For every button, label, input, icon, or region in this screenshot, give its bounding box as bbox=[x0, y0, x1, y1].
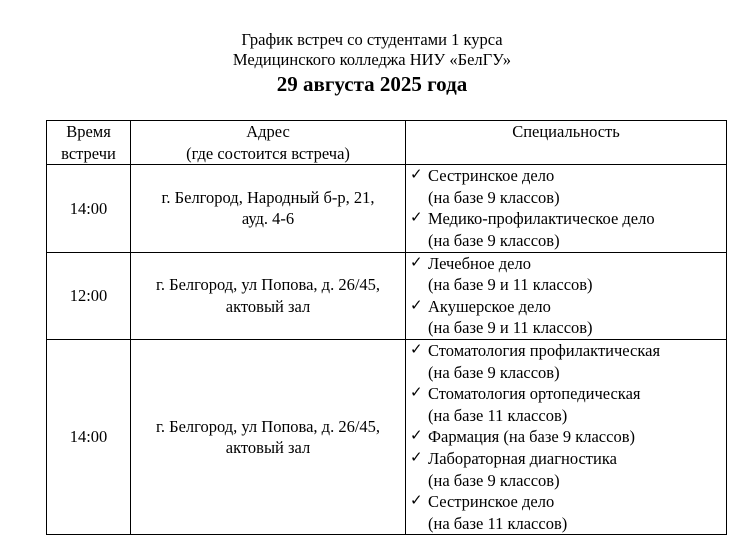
meeting-time: 14:00 bbox=[47, 339, 131, 534]
check-mark-icon: ✓ bbox=[410, 341, 423, 358]
specialty-base: (на базе 9 классов) bbox=[428, 470, 560, 490]
title-line-2: Медицинского колледжа НИУ «БелГУ» bbox=[232, 50, 512, 69]
check-mark-icon: ✓ bbox=[410, 449, 423, 466]
specialty-list bbox=[406, 165, 727, 252]
table-row bbox=[47, 339, 727, 534]
address-line-2: ауд. 4-6 bbox=[241, 209, 295, 229]
specialty-list bbox=[406, 252, 727, 339]
specialty-base: (на базе 9 классов) bbox=[428, 230, 560, 250]
specialty-item bbox=[406, 340, 726, 383]
specialty-item bbox=[406, 491, 726, 534]
table-row bbox=[47, 252, 727, 339]
check-mark-icon: ✓ bbox=[410, 254, 423, 271]
check-mark-icon: ✓ bbox=[410, 167, 423, 184]
specialty-name: Сестринское дело bbox=[428, 166, 555, 186]
check-mark-icon: ✓ bbox=[410, 297, 423, 314]
specialty-item bbox=[406, 253, 726, 296]
specialty-base: (на базе 11 классов) bbox=[428, 513, 568, 533]
address-line-1: г. Белгород, ул Попова, д. 26/45, bbox=[155, 275, 381, 295]
specialty-name: Стоматология профилактическая bbox=[428, 340, 661, 360]
specialty-item bbox=[406, 448, 726, 491]
table-header-row bbox=[47, 121, 727, 165]
specialty-item bbox=[406, 165, 726, 208]
specialty-name: Сестринское дело bbox=[428, 492, 555, 512]
header-specialty: Специальность bbox=[406, 121, 727, 165]
specialty-item bbox=[406, 383, 726, 426]
address-line-2: актовый зал bbox=[225, 296, 311, 316]
specialty-item bbox=[406, 296, 726, 339]
check-mark-icon: ✓ bbox=[410, 493, 423, 510]
specialty-base: (на базе 9 и 11 классов) bbox=[428, 318, 593, 338]
specialty-item bbox=[406, 426, 726, 448]
check-mark-icon: ✓ bbox=[410, 428, 423, 445]
header-time-line-2: встречи bbox=[61, 143, 116, 163]
specialty-base: (на базе 9 классов) bbox=[428, 362, 560, 382]
meeting-time: 14:00 bbox=[47, 165, 131, 252]
header-address-line-2: (где состоится встреча) bbox=[186, 143, 350, 163]
meeting-address bbox=[131, 165, 406, 252]
meeting-address bbox=[131, 339, 406, 534]
specialty-base: (на базе 11 классов) bbox=[428, 405, 568, 425]
header-address-line-1: Адрес bbox=[246, 122, 290, 141]
specialty-name: Фармация (на базе 9 классов) bbox=[428, 427, 635, 447]
specialty-name: Лечебное дело bbox=[428, 253, 531, 273]
specialty-name: Медико-профилактическое дело bbox=[428, 209, 655, 229]
specialty-name: Стоматология ортопедическая bbox=[428, 384, 641, 404]
header-time-line-1: Время bbox=[66, 122, 111, 141]
specialty-name: Акушерское дело bbox=[428, 296, 551, 316]
check-mark-icon: ✓ bbox=[410, 385, 423, 402]
table-row bbox=[47, 165, 727, 252]
header-time bbox=[47, 121, 131, 165]
meeting-time: 12:00 bbox=[47, 252, 131, 339]
specialty-base: (на базе 9 классов) bbox=[428, 187, 560, 207]
header-address bbox=[131, 121, 406, 165]
specialty-item bbox=[406, 208, 726, 251]
document-header bbox=[0, 30, 744, 97]
specialty-base: (на базе 9 и 11 классов) bbox=[428, 275, 593, 295]
meeting-address bbox=[131, 252, 406, 339]
address-line-1: г. Белгород, Народный б-р, 21, bbox=[161, 187, 375, 207]
title-date: 29 августа 2025 года bbox=[276, 72, 468, 96]
address-line-1: г. Белгород, ул Попова, д. 26/45, bbox=[155, 416, 381, 436]
specialty-name: Лабораторная диагностика bbox=[428, 448, 617, 468]
specialty-list bbox=[406, 339, 727, 534]
address-line-2: актовый зал bbox=[225, 438, 311, 458]
title-line-1: График встреч со студентами 1 курса bbox=[241, 30, 503, 49]
check-mark-icon: ✓ bbox=[410, 210, 423, 227]
meeting-schedule-table bbox=[46, 120, 727, 535]
